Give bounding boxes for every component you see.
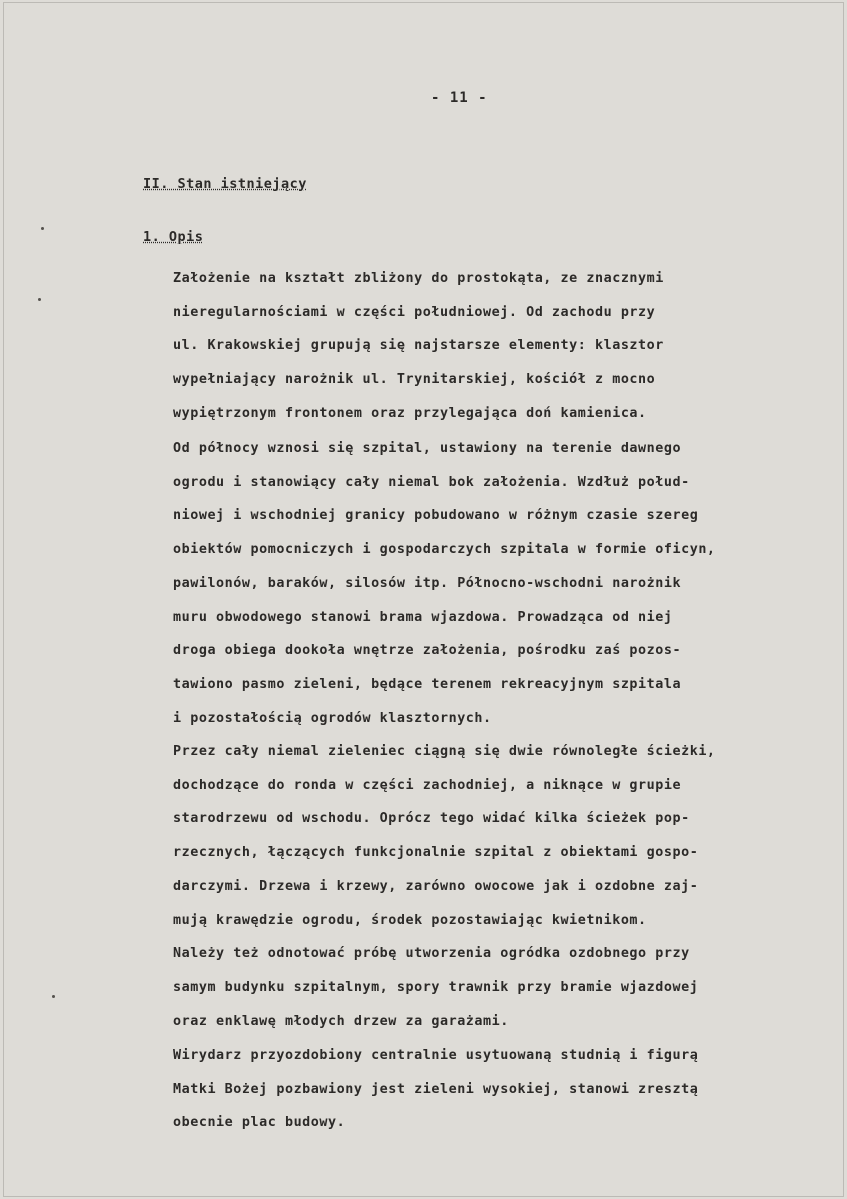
text-line: obecnie plac budowy. [173, 1115, 346, 1131]
text-line: mują krawędzie ogrodu, środek pozostawiając kwietnikom. [173, 912, 647, 928]
text-line: nieregularnościami w części południowej. Od zachodu przy [173, 304, 656, 320]
text-line: samym budynku szpitalnym, spory trawnik przy bramie wjazdowej [173, 979, 699, 995]
text-line: Należy też odnotować próbę utworzenia ogródka ozdobnego przy [173, 946, 690, 962]
margin-mark [41, 227, 44, 230]
text-line: wypełniający narożnik ul. Trynitarskiej, kościół z mocno [173, 372, 656, 388]
text-line: ogrodu i stanowiący cały niemal bok założenia. Wzdłuż połud- [173, 474, 690, 490]
text-line: muru obwodowego stanowi brama wjazdowa. Prowadząca od niej [173, 609, 673, 625]
text-line: i pozostałością ogrodów klasztornych. [173, 710, 492, 726]
text-line: Wirydarz przyozdobiony centralnie usytuowaną studnią i figurą [173, 1048, 699, 1063]
text-line: wypiętrzonym frontonem oraz przylegająca doń kamienica. [173, 405, 647, 421]
section-heading: II. Stan istniejący [143, 176, 307, 192]
text-line: Przez cały niemal zieleniec ciągną się dwie równoległe ścieżki, [173, 744, 716, 759]
margin-mark [38, 298, 41, 301]
text-line: niowej i wschodniej granicy pobudowano w różnym czasie szereg [173, 508, 699, 524]
text-line: Matki Bożej pozbawiony jest zieleni wysokiej, stanowi zresztą [173, 1081, 699, 1097]
text-line: darczymi. Drzewa i krzewy, zarówno owocowe jak i ozdobne zaj- [173, 878, 699, 894]
text-line: starodrzewu od wschodu. Oprócz tego widać kilka ścieżek pop- [173, 811, 690, 827]
text-line: obiektów pomocniczych i gospodarczych szpitala w formie oficyn, [173, 542, 716, 558]
text-line: Od północy wznosi się szpital, ustawiony na terenie dawnego [173, 441, 682, 456]
text-line: tawiono pasmo zieleni, będące terenem rekreacyjnym szpitala [173, 676, 682, 692]
page-number: - 11 - [431, 90, 488, 106]
text-line: oraz enklawę młodych drzew za garażami. [173, 1013, 509, 1029]
margin-mark [52, 995, 55, 998]
text-line: dochodzące do ronda w części zachodniej, a niknące w grupie [173, 777, 682, 793]
text-line: pawilonów, baraków, silosów itp. Północno-wschodni narożnik [173, 575, 682, 591]
subsection-heading: 1. Opis [143, 229, 204, 245]
text-line: rzecznych, łączących funkcjonalnie szpital z obiektami gospo- [173, 845, 699, 861]
text-line: droga obiega dookoła wnętrze założenia, pośrodku zaś pozos- [173, 643, 682, 659]
text-line: Założenie na kształt zbliżony do prostokąta, ze znacznymi [173, 271, 664, 286]
text-line: ul. Krakowskiej grupują się najstarsze elementy: klasztor [173, 338, 664, 354]
